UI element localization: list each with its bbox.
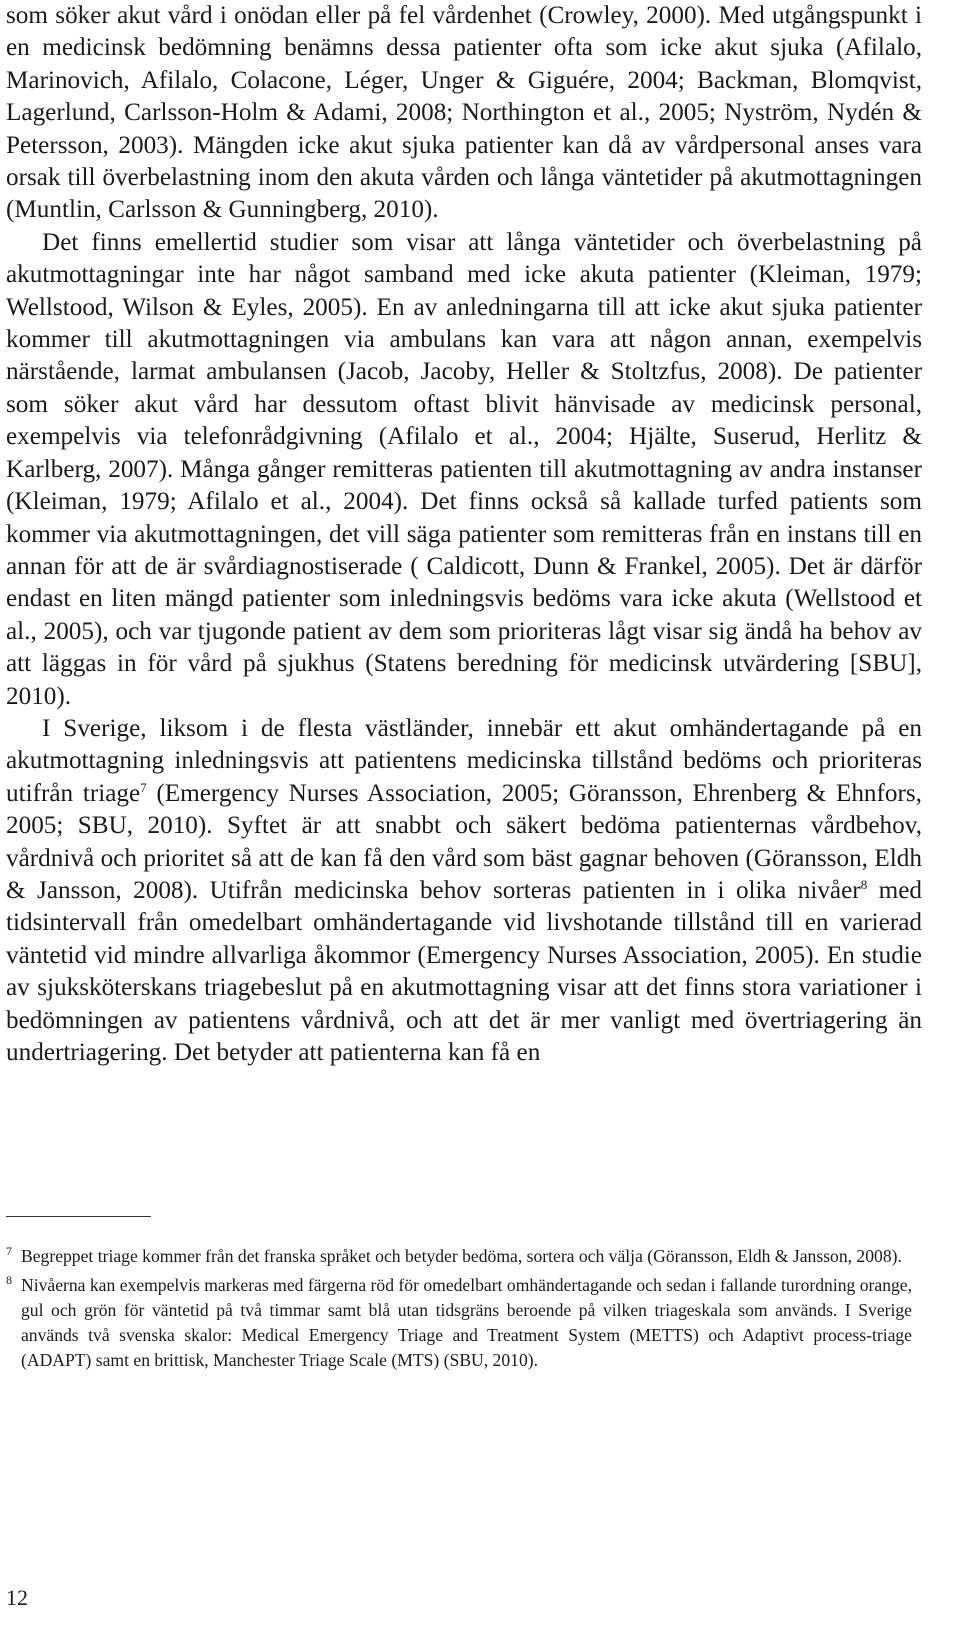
document-page: [6, 0, 922, 1069]
page-number: 12: [6, 1585, 28, 1610]
footnotes: [6, 1244, 912, 1377]
paragraph-3-part-2: (Emergency Nurses Association, 2005; Göransson, Ehrenberg & Ehnfors, 2005; SBU, 2010). Syftet är att snabbt och säkert bedöma patienternas vårdbehov, vårdnivå och prioritet så att de kan få den vård som bäst gagnar behoven (Göransson, Eldh & Jansson, 2008). Utifrån medicinska behov sorteras patienten in i olika nivåer: [6, 779, 922, 904]
footnote-mark: 7: [6, 1244, 12, 1258]
footnote-mark: 8: [6, 1273, 12, 1287]
paragraph-1: som söker akut vård i onödan eller på fel vårdenhet (Crowley, 2000). Med utgångspunkt i en medicinsk bedömning benämns dessa patienter ofta som icke akut sjuka (Afilalo, Marinovich, Afilalo, Colacone, Léger, Unger & Giguére, 2004; Backman, Blomqvist, Lagerlund, Carlsson-Holm & Adami, 2008; Northington et al., 2005; Nyström, Nydén & Petersson, 2003). Mängden icke akut sjuka patienter kan då av vårdpersonal anses vara orsak till överbelastning inom den akuta vården och långa väntetider på akutmottagningen (Muntlin, Carlsson & Gunningberg, 2010).: [6, 2, 922, 224]
body-text: [6, 0, 922, 1069]
paragraph-2: Det finns emellertid studier som visar att långa väntetider och överbelastning på akutmottagningar inte har något samband med icke akuta patienter (Kleiman, 1979; Wellstood, Wilson & Eyles, 2005). En av anledningarna till att icke akut sjuka patienter kommer till akutmottagningen via ambulans kan vara att någon annan, exempelvis närstående, larmat ambulansen (Jacob, Jacoby, Heller & Stoltzfus, 2008). De patienter som söker akut vård har dessutom oftast blivit hänvisade av medicinsk personal, exempelvis via telefonrådgivning (Afilalo et al., 2004; Hjälte, Suserud, Herlitz & Karlberg, 2007). Många gånger remitteras patienten till akutmottagning av andra instanser (Kleiman, 1979; Afilalo et al., 2004). Det finns också så kallade turfed patients som kommer via akutmottagningen, det vill säga patienter som remitteras från en instans till en annan för att de är svårdiagnostiserade ( Caldicott, Dunn & Frankel, 2005). Det är därför endast en liten mängd patienter som inledningsvis bedöms vara icke akuta (Wellstood et al., 2005), och var tjugonde patient av dem som prioriteras lågt visar sig ändå ha behov av att läggas in för vård på sjukhus (Statens beredning för medicinsk utvärdering [SBU], 2010).: [6, 228, 922, 710]
footnote-text: Begreppet triage kommer från det franska språket och betyder bedöma, sortera och välja (Göransson, Eldh & Jansson, 2008).: [21, 1246, 902, 1266]
footnote-ref-8: 8: [860, 876, 868, 892]
footnote-text: Nivåerna kan exempelvis markeras med färgerna röd för omedelbart omhändertagande och sedan i fallande turordning orange, gul och grön för väntetid på två timmar samt blå utan tidsgräns beroende på vilken triageskala som används. I Sverige används två svenska skalor: Medical Emergency Triage and Treatment System (METTS) och Adaptivt process-triage (ADAPT) samt en brittisk, Manchester Triage Scale (MTS) (SBU, 2010).: [21, 1275, 912, 1370]
paragraph-3-part-3: med tidsintervall från omedelbart omhändertagande vid livshotande tillstånd till en varierad väntetid vid mindre allvarliga åkommor (Emergency Nurses Association, 2005). En studie av sjuksköterskans triagebeslut på en akutmottagning visar att det finns stora variationer i bedömningen av patientens vårdnivå, och att det är mer vanligt med övertriagering än undertriagering. Det betyder att patienterna kan få en: [6, 876, 922, 1066]
paragraph-3: [6, 713, 922, 1069]
footnote-8: [6, 1273, 912, 1373]
footnote-ref-7: 7: [140, 779, 147, 795]
paragraph-3-part-1: I Sverige, liksom i de flesta västländer, innebär ett akut omhändertagande på en akutmottagning inledningsvis att patientens medicinska tillstånd bedöms och prioriteras utifrån triage: [6, 714, 922, 807]
footnote-7: [6, 1244, 912, 1269]
footnote-divider: [6, 1216, 151, 1217]
